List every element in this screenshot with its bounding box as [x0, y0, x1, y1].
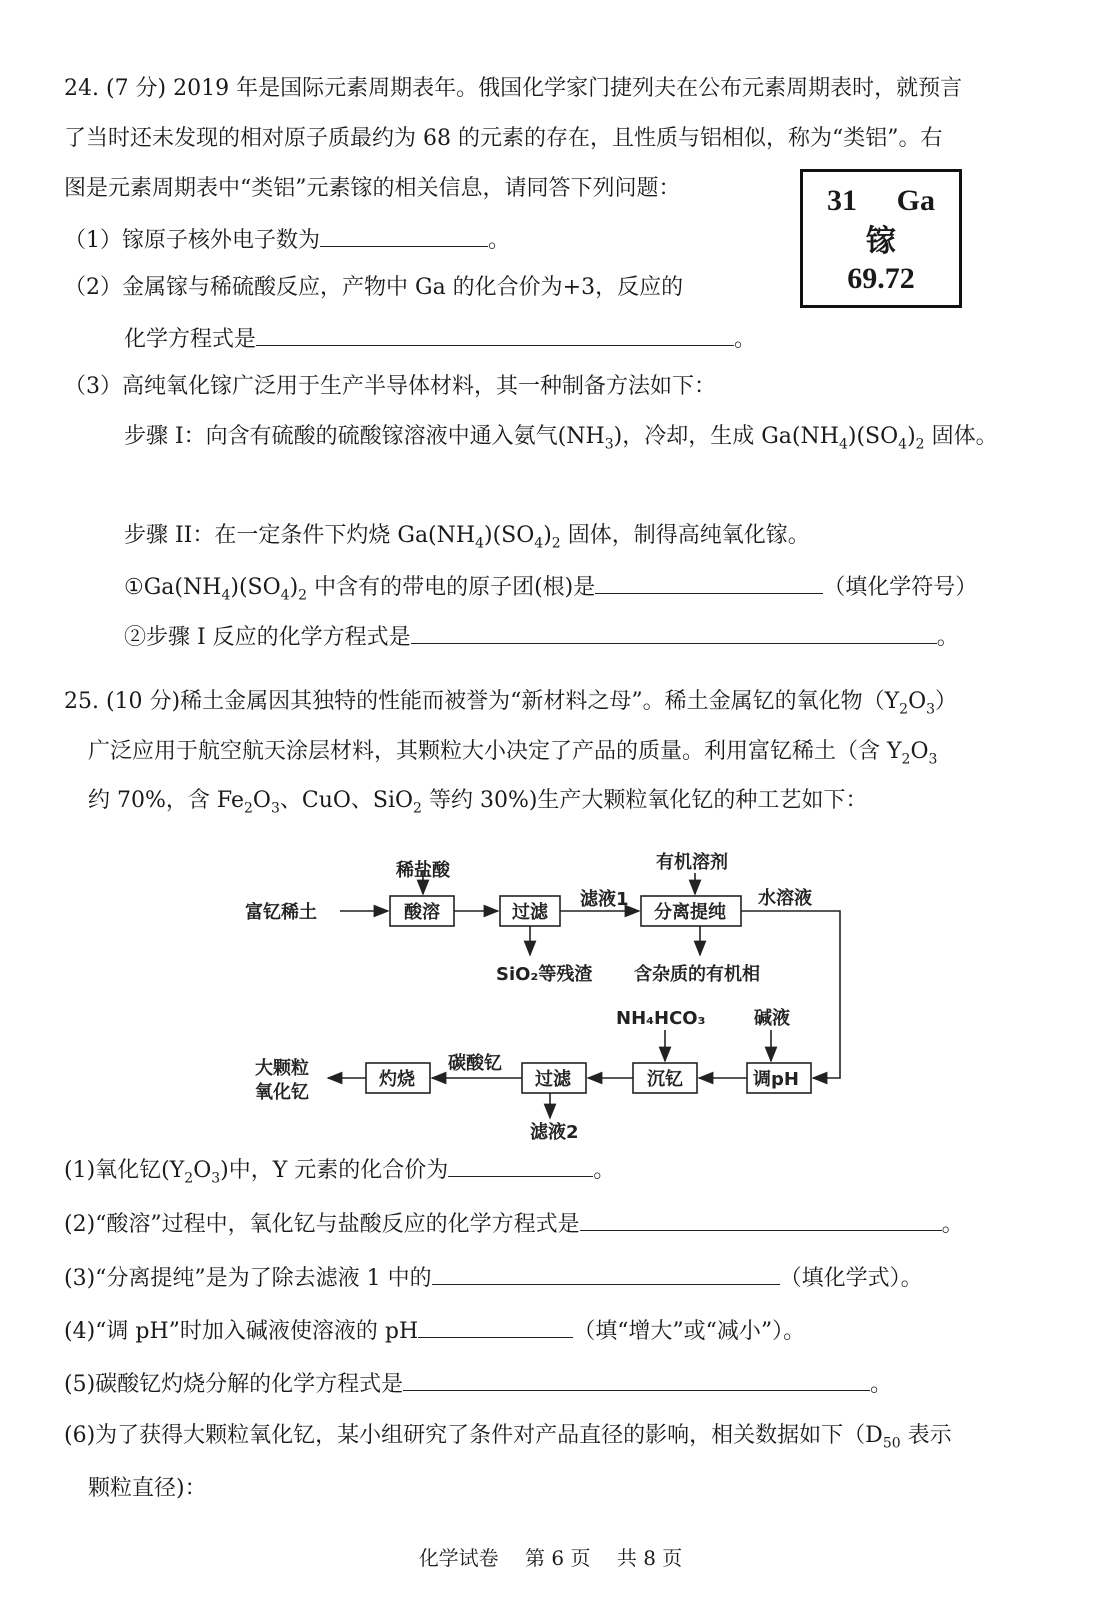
footer-subject: 化学试卷 — [418, 1546, 499, 1570]
q24-part2b-text: 化学方程式是 — [124, 327, 257, 352]
sub: 50 — [882, 1435, 901, 1452]
q25-intro1-end: ） — [935, 689, 958, 714]
sub2-end: 。 — [936, 625, 959, 650]
sub: 2 — [901, 751, 911, 768]
paren: ) — [907, 424, 916, 449]
q5-text: (5)碳酸钇灼烧分解的化学方程式是 — [64, 1372, 404, 1397]
q25-intro3-a: 、CuO、SiO — [279, 788, 414, 813]
q25-q1 — [64, 1154, 615, 1186]
sub1-post: 中含有的带电的原子团(根)是 — [307, 575, 596, 600]
element-symbol: Ga — [896, 184, 935, 217]
sub1-pre: ①Ga(NH — [124, 575, 222, 600]
answer-blank[interactable] — [432, 1262, 780, 1285]
q1-text: (1)氧化钇(Y — [64, 1158, 185, 1183]
answer-blank[interactable] — [403, 1368, 870, 1391]
answer-blank[interactable] — [580, 1208, 942, 1231]
q25-intro2: 广泛应用于航空航天涂层材料，其颗粒大小决定了产品的质量。利用富钇稀土（含 Y — [88, 739, 902, 764]
label-calcine: 灼烧 — [379, 1069, 415, 1090]
label-carbonate: 碳酸钇 — [448, 1053, 502, 1074]
sub: 3 — [926, 701, 936, 718]
step2-pre: 步骤 II：在一定条件下灼烧 Ga(NH — [124, 523, 476, 548]
label-filtrate1: 滤液1 — [580, 889, 629, 910]
sub: 3 — [928, 751, 938, 768]
q24-part1-text: （1）镓原子核外电子数为 — [64, 228, 320, 253]
sub: 2 — [413, 800, 422, 817]
step1-pre: 步骤 I：向含有硫酸的硫酸镓溶液中通入氨气(NH — [124, 424, 605, 449]
label-filter2: 过滤 — [535, 1069, 571, 1090]
o: O — [193, 1158, 212, 1183]
label-solvent: 有机溶剂 — [656, 852, 728, 873]
atomic-mass: 69.72 — [847, 262, 915, 295]
o: O — [252, 788, 271, 813]
sub: 4 — [475, 535, 484, 552]
q3-hint: （填化学式）。 — [779, 1266, 923, 1291]
sub: 4 — [898, 436, 908, 453]
sub: 4 — [838, 436, 848, 453]
label-residue: SiO₂等残渣 — [496, 964, 593, 985]
q24-part2a: （2）金属镓与稀硫酸反应，产物中 Ga 的化合价为+3，反应的 — [64, 275, 684, 300]
label-acid: 稀盐酸 — [396, 860, 450, 881]
answer-blank[interactable] — [448, 1154, 593, 1177]
label-product-line1: 大颗粒 — [255, 1058, 309, 1079]
label-base: 碱液 — [754, 1008, 790, 1029]
label-precipitate: 沉钇 — [647, 1069, 683, 1090]
label-adjust-ph: 调pH — [753, 1069, 799, 1090]
q2-text: (2)“酸溶”过程中，氧化钇与盐酸反应的化学方程式是 — [64, 1212, 580, 1237]
step2-mid: )(SO — [484, 523, 535, 548]
sub: 2 — [551, 535, 561, 552]
step1-mid2: )(SO — [847, 424, 899, 449]
q24-intro-line2: 了当时还未发现的相对原子质最约为 68 的元素的存在，且性质与铝相似，称为“类铝”。右 — [64, 126, 943, 151]
q1-text-b: )中，Y 元素的化合价为 — [220, 1158, 449, 1183]
paren: ) — [543, 523, 552, 548]
footer-page: 第 6 页 — [525, 1546, 591, 1570]
sub: 2 — [298, 587, 308, 604]
label-raw: 富钇稀土 — [245, 902, 317, 923]
label-product-line2: 氧化钇 — [255, 1082, 309, 1103]
q25-q3 — [64, 1262, 923, 1294]
q25-intro3-post: 等约 30%)生产大颗粒氧化钇的种工艺如下： — [421, 788, 868, 813]
sub: 2 — [184, 1170, 194, 1187]
sub: 2 — [243, 800, 253, 817]
q25-q5 — [64, 1368, 892, 1400]
q6-text: (6)为了获得大颗粒氧化钇，某小组研究了条件对产品直径的影响，相关数据如下（D — [64, 1423, 883, 1448]
q24-part2-end: 。 — [734, 327, 757, 352]
step1-mid1: )，冷却，生成 Ga(NH — [613, 424, 839, 449]
q25-q4 — [64, 1315, 805, 1347]
q24-intro-line1: 24. (7 分) 2019 年是国际元素周期表年。俄国化学家门捷列夫在公布元素周期表时，就预言 — [64, 76, 963, 101]
q25-q6a — [64, 1421, 952, 1451]
label-filtrate2: 滤液2 — [530, 1122, 579, 1143]
q1-end: 。 — [593, 1158, 616, 1183]
q3-text: (3)“分离提纯”是为了除去滤液 1 中的 — [64, 1266, 432, 1291]
footer-total: 共 8 页 — [616, 1546, 683, 1570]
sub: 2 — [915, 436, 925, 453]
step2-post: 固体，制得高纯氧化镓。 — [560, 523, 810, 548]
o: O — [908, 689, 927, 714]
sub: 3 — [270, 800, 280, 817]
label-organic: 含杂质的有机相 — [634, 964, 760, 985]
q4-hint: （填“增大”或“减小”）。 — [573, 1319, 806, 1344]
label-separate: 分离提纯 — [654, 902, 726, 923]
label-aqueous: 水溶液 — [758, 888, 812, 909]
sub: 4 — [534, 535, 544, 552]
q5-end: 。 — [870, 1372, 893, 1397]
q25-q6b: 颗粒直径)： — [88, 1476, 207, 1501]
q24-part3: （3）高纯氧化镓广泛用于生产半导体材料，其一种制备方法如下： — [64, 374, 716, 399]
step1-post: 固体。 — [924, 424, 998, 449]
sub2-text: ②步骤 I 反应的化学方程式是 — [124, 625, 411, 650]
sub: 3 — [604, 436, 614, 453]
label-nh4hco3: NH₄HCO₃ — [616, 1008, 706, 1029]
q25-q2 — [64, 1208, 964, 1240]
page-footer — [0, 1542, 1101, 1571]
answer-blank[interactable] — [418, 1315, 573, 1338]
atomic-number: 31 — [827, 184, 857, 217]
sub: 4 — [280, 587, 290, 604]
q24-part1-end: 。 — [488, 228, 511, 253]
q6-end: 表示 — [900, 1423, 952, 1448]
label-dissolve: 酸溶 — [404, 902, 440, 923]
sub: 4 — [221, 587, 231, 604]
q2-end: 。 — [941, 1212, 964, 1237]
q25-intro3: 约 70%，含 Fe — [88, 788, 244, 813]
o: O — [910, 739, 929, 764]
sub: 3 — [211, 1170, 221, 1187]
sub1-mid: )(SO — [230, 575, 281, 600]
q4-text: (4)“调 pH”时加入碱液使溶液的 pH — [64, 1319, 419, 1344]
q25-intro1: 25. (10 分)稀土金属因其独特的性能而被誉为“新材料之母”。稀土金属钇的氧化物（Y — [64, 689, 900, 714]
element-name: 镓 — [866, 225, 896, 258]
q24-intro-line3: 图是元素周期表中“类铝”元素镓的相关信息，请同答下列问题： — [64, 176, 681, 201]
label-filter1: 过滤 — [512, 902, 548, 923]
paren: ) — [289, 575, 299, 600]
sub1-hint: （填化学符号） — [823, 575, 978, 600]
sub: 2 — [899, 701, 909, 718]
